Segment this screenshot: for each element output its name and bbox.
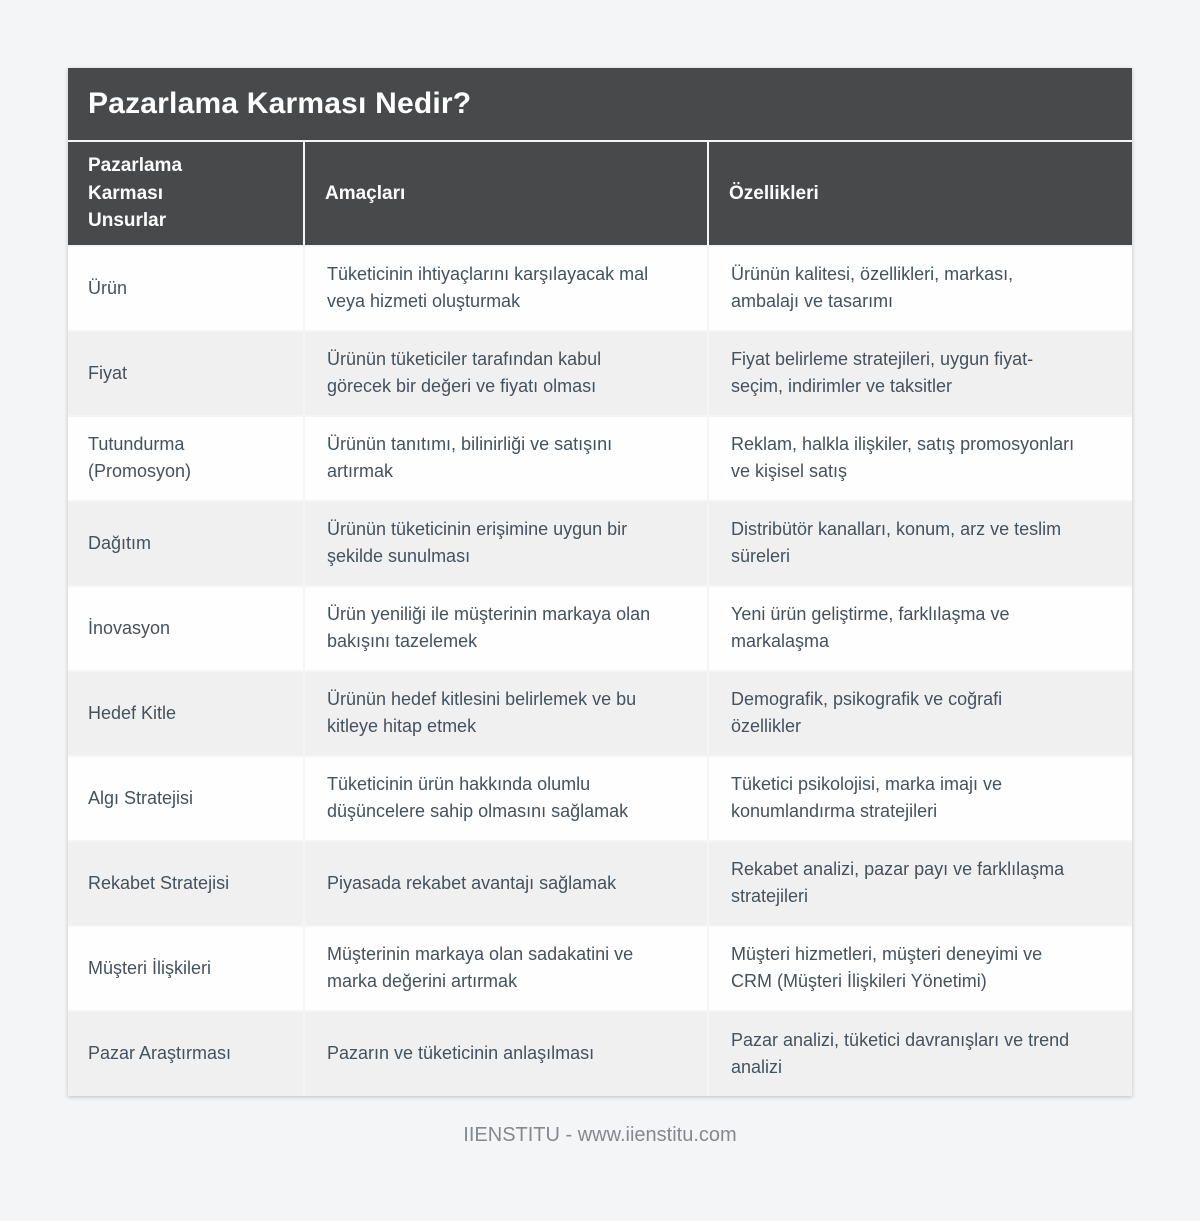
element-cell: Tutundurma (Promosyon) <box>68 416 304 501</box>
purpose-cell: Ürün yeniliği ile müşterinin markaya olan bakışını tazelemek <box>304 586 708 671</box>
purpose-cell: Ürünün tanıtımı, bilinirliği ve satışını artırmak <box>304 416 708 501</box>
purpose-cell: Pazarın ve tüketicinin anlaşılması <box>304 1011 708 1096</box>
element-cell: Algı Stratejisi <box>68 756 304 841</box>
table-row <box>68 841 1132 926</box>
element-cell: Hedef Kitle <box>68 671 304 756</box>
element-cell: Müşteri İlişkileri <box>68 926 304 1011</box>
purpose-cell: Piyasada rekabet avantajı sağlamak <box>304 841 708 926</box>
purpose-cell: Tüketicinin ihtiyaçlarını karşılayacak mal veya hizmeti oluşturmak <box>304 246 708 331</box>
marketing-mix-card <box>68 68 1132 1096</box>
table-row <box>68 1011 1132 1096</box>
element-cell: Ürün <box>68 246 304 331</box>
column-header-features: Özellikleri <box>708 142 1132 246</box>
purpose-cell: Ürünün tüketicinin erişimine uygun bir şekilde sunulması <box>304 501 708 586</box>
purpose-cell: Ürünün tüketiciler tarafından kabul görecek bir değeri ve fiyatı olması <box>304 331 708 416</box>
table-row <box>68 246 1132 331</box>
features-cell: Fiyat belirleme stratejileri, uygun fiyat-seçim, indirimler ve taksitler <box>708 331 1132 416</box>
features-cell: Rekabet analizi, pazar payı ve farklılaşma stratejileri <box>708 841 1132 926</box>
table-row <box>68 331 1132 416</box>
features-cell: Pazar analizi, tüketici davranışları ve trend analizi <box>708 1011 1132 1096</box>
features-cell: Müşteri hizmetleri, müşteri deneyimi ve CRM (Müşteri İlişkileri Yönetimi) <box>708 926 1132 1011</box>
page-title: Pazarlama Karması Nedir? <box>88 87 472 120</box>
footer <box>0 1124 1200 1147</box>
table-row <box>68 671 1132 756</box>
element-cell: Dağıtım <box>68 501 304 586</box>
element-cell: İnovasyon <box>68 586 304 671</box>
table-row <box>68 756 1132 841</box>
element-cell: Pazar Araştırması <box>68 1011 304 1096</box>
features-cell: Demografik, psikografik ve coğrafi özellikler <box>708 671 1132 756</box>
column-header-elements: Pazarlama Karması Unsurlar <box>68 142 304 246</box>
features-cell: Distribütör kanalları, konum, arz ve teslim süreleri <box>708 501 1132 586</box>
element-cell: Fiyat <box>68 331 304 416</box>
title-bar <box>68 68 1132 140</box>
features-cell: Reklam, halkla ilişkiler, satış promosyonları ve kişisel satış <box>708 416 1132 501</box>
features-cell: Yeni ürün geliştirme, farklılaşma ve markalaşma <box>708 586 1132 671</box>
features-cell: Tüketici psikolojisi, marka imajı ve konumlandırma stratejileri <box>708 756 1132 841</box>
purpose-cell: Ürünün hedef kitlesini belirlemek ve bu kitleye hitap etmek <box>304 671 708 756</box>
header-row <box>68 142 1132 246</box>
element-cell: Rekabet Stratejisi <box>68 841 304 926</box>
footer-text: IIENSTITU - www.iienstitu.com <box>463 1124 737 1146</box>
purpose-cell: Tüketicinin ürün hakkında olumlu düşüncelere sahip olmasını sağlamak <box>304 756 708 841</box>
table-row <box>68 416 1132 501</box>
table-body <box>68 246 1132 1096</box>
marketing-mix-table <box>68 142 1132 1096</box>
features-cell: Ürünün kalitesi, özellikleri, markası, ambalajı ve tasarımı <box>708 246 1132 331</box>
column-header-purposes: Amaçları <box>304 142 708 246</box>
table-row <box>68 926 1132 1011</box>
table-row <box>68 501 1132 586</box>
purpose-cell: Müşterinin markaya olan sadakatini ve marka değerini artırmak <box>304 926 708 1011</box>
table-row <box>68 586 1132 671</box>
